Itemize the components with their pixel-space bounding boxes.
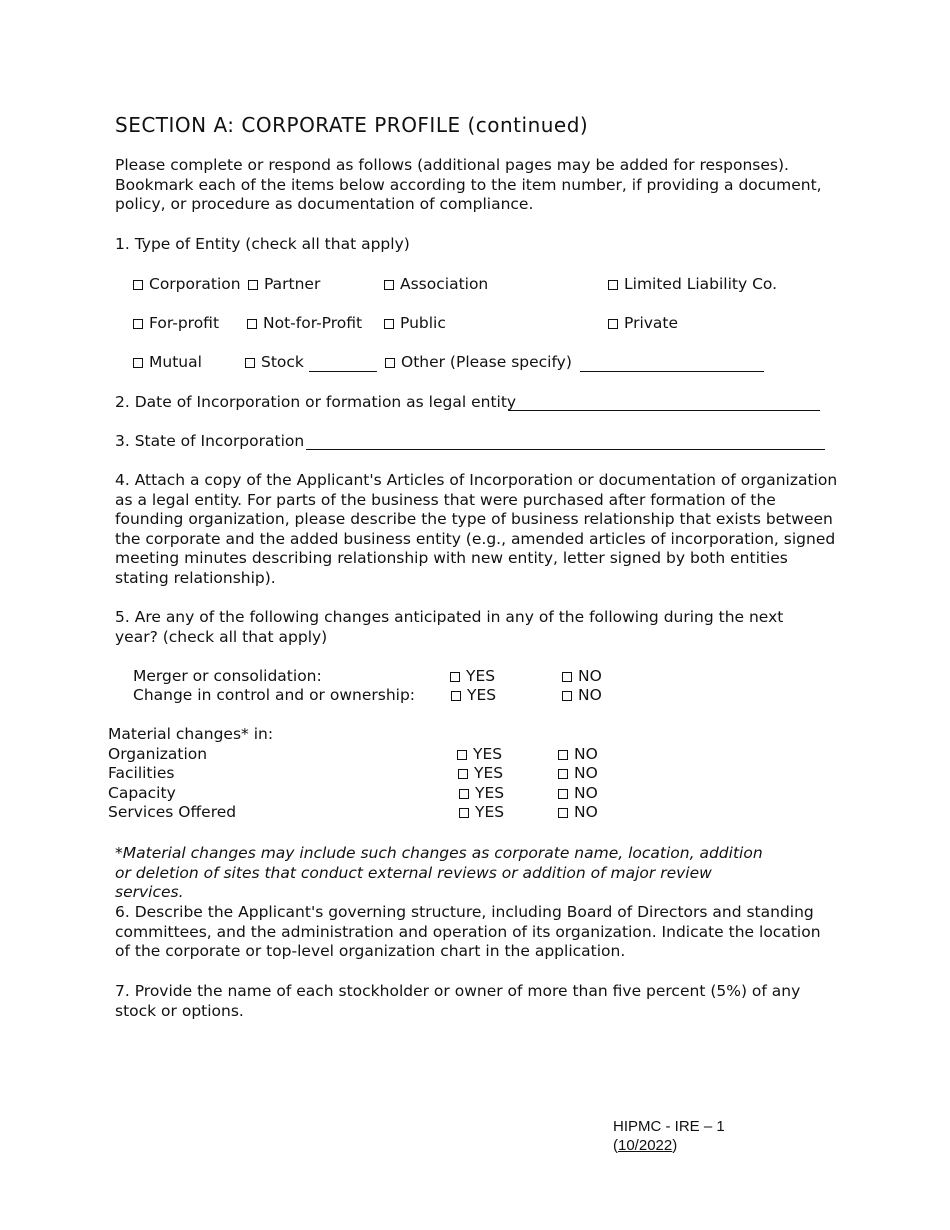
option-label: Other (Please specify) — [401, 353, 572, 371]
option-label: Association — [400, 275, 489, 293]
checkbox-llc[interactable] — [608, 275, 777, 294]
checkbox-icon — [458, 769, 468, 779]
checkbox-icon — [248, 280, 258, 290]
services-no-checkbox[interactable] — [558, 803, 598, 822]
option-label: Corporation — [149, 275, 241, 293]
checkbox-icon — [133, 319, 143, 329]
no-label: NO — [574, 764, 598, 782]
intro-text: Please complete or respond as follows (additional pages may be added for responses). Bookmark each of the items below according to the item number, if providing a document, policy, or procedure as documentation of compliance. — [115, 156, 822, 214]
option-label: Not-for-Profit — [263, 314, 363, 332]
checkbox-icon — [558, 789, 568, 799]
no-label: NO — [578, 667, 602, 685]
organization-yes-checkbox[interactable] — [457, 745, 502, 764]
checkbox-icon — [385, 358, 395, 368]
row-merger-label: Merger or consolidation: — [133, 667, 322, 685]
q6-text: 6. Describe the Applicant's governing structure, including Board of Directors and standing committees, and the administration and operation of its organization. Indicate the location of the corporate or top-level organization chart in the application. — [115, 903, 821, 961]
no-label: NO — [574, 745, 598, 763]
checkbox-partner[interactable] — [248, 275, 320, 294]
merger-yes-checkbox[interactable] — [450, 667, 495, 686]
row-facilities-label: Facilities — [108, 764, 175, 782]
facilities-no-checkbox[interactable] — [558, 764, 598, 783]
capacity-yes-checkbox[interactable] — [459, 784, 504, 803]
capacity-no-checkbox[interactable] — [558, 784, 598, 803]
material-changes-heading: Material changes* in: — [108, 725, 274, 743]
checkbox-icon — [245, 358, 255, 368]
yes-label: YES — [467, 686, 497, 704]
checkbox-icon — [608, 280, 618, 290]
option-label: Stock — [261, 353, 304, 371]
q5-text: 5. Are any of the following changes anticipated in any of the following during the next year? (check all that apply) — [115, 608, 784, 646]
facilities-yes-checkbox[interactable] — [458, 764, 503, 783]
q4-text: 4. Attach a copy of the Applicant's Articles of Incorporation or documentation of organization as a legal entity. For parts of the business that were purchased after formation of the founding organization, please describe the type of business relationship that exists between the corporate and the added business entity (e.g., amended articles of incorporation, signed meeting minutes describing relationship with new entity, letter signed by both entities stating relationship). — [115, 471, 838, 587]
checkbox-not-for-profit[interactable] — [247, 314, 362, 333]
checkbox-icon — [133, 358, 143, 368]
control-no-checkbox[interactable] — [562, 686, 602, 705]
organization-no-checkbox[interactable] — [558, 745, 598, 764]
option-label: Mutual — [149, 353, 202, 371]
option-label: Private — [624, 314, 679, 332]
checkbox-icon — [451, 691, 461, 701]
stock-line[interactable] — [309, 371, 377, 372]
no-label: NO — [578, 686, 602, 704]
other-specify-line[interactable] — [580, 371, 764, 372]
checkbox-icon — [450, 672, 460, 682]
checkbox-icon — [459, 808, 469, 818]
option-label: Public — [400, 314, 446, 332]
checkbox-icon — [562, 672, 572, 682]
option-label: Limited Liability Co. — [624, 275, 778, 293]
q1-label: 1. Type of Entity (check all that apply) — [115, 235, 410, 253]
material-changes-footnote: *Material changes may include such changes as corporate name, location, addition or deletion of sites that conduct external reviews or addition of major review services. — [115, 844, 763, 902]
checkbox-for-profit[interactable] — [133, 314, 219, 333]
checkbox-icon — [558, 769, 568, 779]
page-title: SECTION A: CORPORATE PROFILE (continued) — [115, 113, 589, 137]
yes-label: YES — [474, 764, 504, 782]
yes-label: YES — [473, 745, 503, 763]
checkbox-private[interactable] — [608, 314, 678, 333]
checkbox-icon — [247, 319, 257, 329]
checkbox-icon — [608, 319, 618, 329]
checkbox-icon — [457, 750, 467, 760]
row-organization-label: Organization — [108, 745, 208, 763]
yes-label: YES — [475, 803, 505, 821]
checkbox-icon — [562, 691, 572, 701]
checkbox-icon — [558, 750, 568, 760]
no-label: NO — [574, 803, 598, 821]
q7-text: 7. Provide the name of each stockholder or owner of more than five percent (5%) of any stock or options. — [115, 982, 801, 1020]
no-label: NO — [574, 784, 598, 802]
checkbox-public[interactable] — [384, 314, 446, 333]
checkbox-mutual[interactable] — [133, 353, 202, 372]
form-date-value: 10/2022 — [618, 1137, 673, 1154]
q2-label: 2. Date of Incorporation or formation as legal entity — [115, 393, 517, 411]
checkbox-association[interactable] — [384, 275, 488, 294]
checkbox-other[interactable] — [385, 353, 572, 372]
q3-label: 3. State of Incorporation — [115, 432, 305, 450]
checkbox-icon — [384, 280, 394, 290]
services-yes-checkbox[interactable] — [459, 803, 504, 822]
row-control-label: Change in control and or ownership: — [133, 686, 416, 704]
checkbox-icon — [558, 808, 568, 818]
incorporation-date-line[interactable] — [508, 410, 820, 411]
option-label: Partner — [264, 275, 321, 293]
checkbox-icon — [459, 789, 469, 799]
yes-label: YES — [475, 784, 505, 802]
row-capacity-label: Capacity — [108, 784, 176, 802]
checkbox-corporation[interactable] — [133, 275, 241, 294]
checkbox-icon — [133, 280, 143, 290]
yes-label: YES — [466, 667, 496, 685]
form-id: HIPMC - IRE – 1 — [613, 1118, 725, 1135]
control-yes-checkbox[interactable] — [451, 686, 496, 705]
checkbox-stock[interactable] — [245, 353, 304, 372]
form-date: (10/2022) — [613, 1137, 678, 1154]
merger-no-checkbox[interactable] — [562, 667, 602, 686]
option-label: For-profit — [149, 314, 220, 332]
row-services-label: Services Offered — [108, 803, 237, 821]
incorporation-state-line[interactable] — [306, 449, 825, 450]
checkbox-icon — [384, 319, 394, 329]
